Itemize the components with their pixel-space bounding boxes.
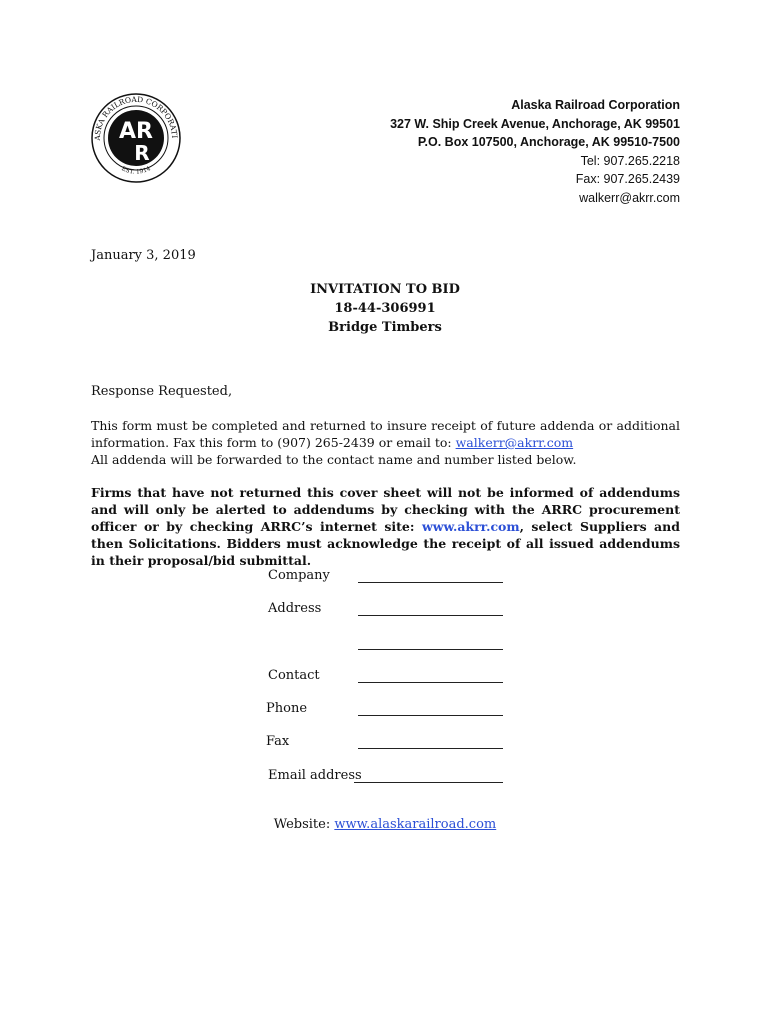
street-address: 327 W. Ship Creek Avenue, Anchorage, AK 99501 <box>390 116 680 131</box>
instructions-text: This form must be completed and returned to insure receipt of future addenda or additional information. Fax this form to (907) 265-2439 or email to: <box>91 418 680 450</box>
website-link[interactable]: www.alaskarailroad.com <box>334 817 497 832</box>
po-box: P.O. Box 107500, Anchorage, AK 99510-7500 <box>417 135 680 149</box>
company-field[interactable] <box>358 582 503 583</box>
website-line <box>0 817 770 832</box>
logo-est-text: EST. 1914 <box>120 165 152 176</box>
phone-label: Phone <box>266 701 308 716</box>
warning-paragraph <box>91 484 680 569</box>
logo-letters-bottom: R <box>134 141 150 165</box>
address-field[interactable] <box>358 615 503 616</box>
contact-field[interactable] <box>358 682 503 683</box>
fax-field[interactable] <box>358 748 503 749</box>
instructions-paragraph <box>91 417 680 468</box>
website-label: Website: <box>273 817 335 832</box>
letterhead <box>390 96 680 207</box>
akrr-site-link[interactable]: www.akrr.com <box>421 519 520 534</box>
telephone: Tel: 907.265.2218 <box>580 153 680 168</box>
addenda-note: All addenda will be forwarded to the contact name and number listed below. <box>91 452 577 467</box>
email-field[interactable] <box>354 782 503 783</box>
address-field-line2[interactable] <box>358 649 503 650</box>
logo-letters-top: AR <box>119 119 153 144</box>
warning-text: Firms that have not returned this cover sheet will not be informed of addendums and will only be alerted to addendums by checking with the ARRC procurement officer or by checking ARRC’s internet site: <box>91 485 680 534</box>
company-label: Company <box>268 568 330 583</box>
bid-subject: Bridge Timbers <box>328 320 442 335</box>
svg-text:EST. 1914 <box>120 165 152 175</box>
phone-field[interactable] <box>358 715 503 716</box>
contact-email: walkerr@akrr.com <box>579 190 680 205</box>
email-label: Email address <box>268 768 362 783</box>
title-line: INVITATION TO BID <box>310 282 460 297</box>
address-label: Address <box>268 601 322 616</box>
contact-label: Contact <box>268 668 320 683</box>
logo-ring-text: ASKA RAILROAD CORPORATI <box>92 94 180 141</box>
document-title <box>0 280 770 337</box>
arrc-logo <box>90 92 182 184</box>
letter-date: January 3, 2019 <box>91 248 196 263</box>
fax-label: Fax <box>266 734 290 749</box>
bid-number: 18-44-306991 <box>334 301 436 316</box>
org-name: Alaska Railroad Corporation <box>511 98 680 112</box>
fax-number: Fax: 907.265.2439 <box>575 172 680 186</box>
response-requested: Response Requested, <box>91 384 233 399</box>
warning-text-end: , select Suppliers and then Solicitations. Bidders must acknowledge the receipt of all issued addendums in their proposal/bid submittal. <box>91 519 680 568</box>
email-link[interactable]: walkerr@akrr.com <box>455 435 574 450</box>
